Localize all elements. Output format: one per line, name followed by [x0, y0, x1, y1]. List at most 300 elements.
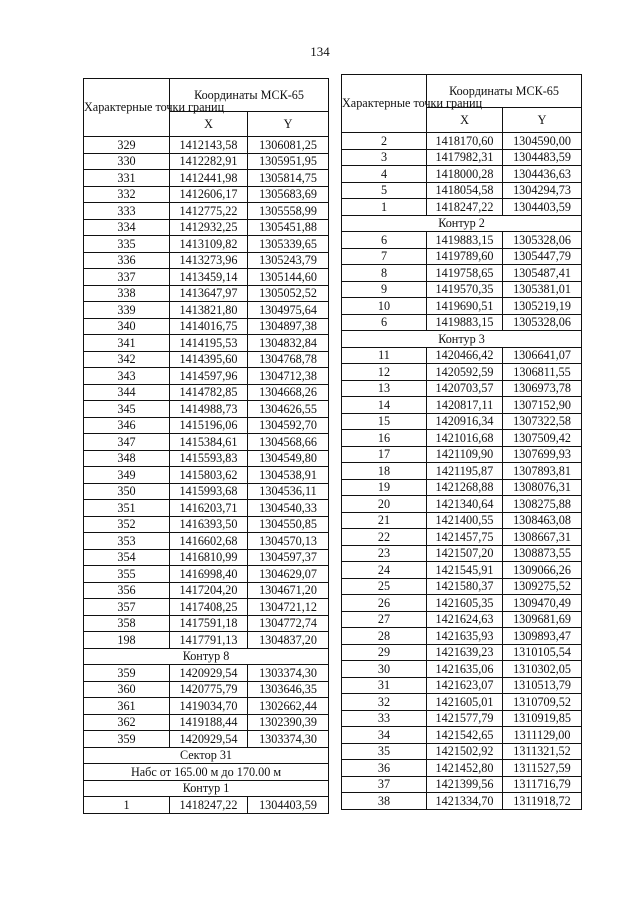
table-row	[84, 401, 329, 418]
section-row	[342, 331, 582, 348]
x-coordinate-cell: 1421605,35	[427, 595, 503, 612]
x-coordinate-cell: 1420703,57	[427, 380, 503, 397]
table-row	[342, 446, 582, 463]
x-header: X	[427, 108, 503, 133]
section-label: Контур 2	[342, 215, 582, 232]
y-coordinate-cell: 1307699,93	[503, 446, 582, 463]
table-row	[84, 170, 329, 187]
point-number-cell: 331	[84, 170, 170, 187]
x-coordinate-cell: 1414016,75	[170, 318, 248, 335]
table-row	[342, 133, 582, 150]
x-coordinate-cell: 1416602,68	[170, 533, 248, 550]
y-coordinate-cell: 1308873,55	[503, 545, 582, 562]
table-row	[84, 500, 329, 517]
x-coordinate-cell: 1421624,63	[427, 611, 503, 628]
y-coordinate-cell: 1307893,81	[503, 463, 582, 480]
x-coordinate-cell: 1421334,70	[427, 793, 503, 810]
section-row	[84, 648, 329, 665]
table-row	[84, 566, 329, 583]
table-row	[342, 430, 582, 447]
point-number-cell: 339	[84, 302, 170, 319]
table-row	[84, 186, 329, 203]
x-coordinate-cell: 1421502,92	[427, 743, 503, 760]
table-row	[342, 578, 582, 595]
point-number-cell: 14	[342, 397, 427, 414]
table-row	[84, 434, 329, 451]
table-row	[84, 384, 329, 401]
point-number-cell: 355	[84, 566, 170, 583]
table-row	[84, 219, 329, 236]
point-number-cell: 198	[84, 632, 170, 649]
y-coordinate-cell: 1305487,41	[503, 265, 582, 282]
x-coordinate-cell: 1421545,91	[427, 562, 503, 579]
table-row	[84, 665, 329, 682]
x-coordinate-cell: 1414395,60	[170, 351, 248, 368]
y-coordinate-cell: 1309893,47	[503, 628, 582, 645]
y-coordinate-cell: 1304772,74	[248, 615, 329, 632]
table-row	[342, 479, 582, 496]
table-row	[84, 615, 329, 632]
point-number-cell: 31	[342, 677, 427, 694]
table-row	[342, 232, 582, 249]
table-row	[342, 496, 582, 513]
table-row	[84, 318, 329, 335]
point-number-cell: 341	[84, 335, 170, 352]
point-number-cell: 26	[342, 595, 427, 612]
y-coordinate-cell: 1303374,30	[248, 731, 329, 748]
x-coordinate-cell: 1419758,65	[427, 265, 503, 282]
y-coordinate-cell: 1304536,11	[248, 483, 329, 500]
table-row	[84, 681, 329, 698]
table-row	[342, 182, 582, 199]
y-coordinate-cell: 1304403,59	[248, 797, 329, 814]
y-coordinate-cell: 1311321,52	[503, 743, 582, 760]
y-coordinate-cell: 1304721,12	[248, 599, 329, 616]
y-coordinate-cell: 1309275,52	[503, 578, 582, 595]
table-row	[84, 335, 329, 352]
y-coordinate-cell: 1304294,73	[503, 182, 582, 199]
point-number-cell: 32	[342, 694, 427, 711]
point-number-cell: 333	[84, 203, 170, 220]
point-number-cell: 330	[84, 153, 170, 170]
table-row	[342, 611, 582, 628]
x-coordinate-cell: 1421635,06	[427, 661, 503, 678]
points-header: Характерные точки границ	[84, 79, 170, 137]
point-number-cell: 335	[84, 236, 170, 253]
x-coordinate-cell: 1421268,88	[427, 479, 503, 496]
y-coordinate-cell: 1304629,07	[248, 566, 329, 583]
point-number-cell: 347	[84, 434, 170, 451]
y-coordinate-cell: 1310302,05	[503, 661, 582, 678]
x-coordinate-cell: 1419188,44	[170, 714, 248, 731]
point-number-cell: 354	[84, 549, 170, 566]
table-row	[342, 677, 582, 694]
table-row	[84, 269, 329, 286]
x-coordinate-cell: 1413459,14	[170, 269, 248, 286]
y-coordinate-cell: 1304837,20	[248, 632, 329, 649]
x-coordinate-cell: 1418170,60	[427, 133, 503, 150]
x-coordinate-cell: 1420817,11	[427, 397, 503, 414]
point-number-cell: 20	[342, 496, 427, 513]
y-coordinate-cell: 1311918,72	[503, 793, 582, 810]
points-header: Характерные точки границ	[342, 75, 427, 133]
x-coordinate-cell: 1420592,59	[427, 364, 503, 381]
table-row	[342, 298, 582, 315]
section-row	[84, 747, 329, 764]
point-number-cell: 359	[84, 665, 170, 682]
x-coordinate-cell: 1416810,99	[170, 549, 248, 566]
y-coordinate-cell: 1305052,52	[248, 285, 329, 302]
table-row	[84, 533, 329, 550]
table-row	[342, 562, 582, 579]
x-coordinate-cell: 1421623,07	[427, 677, 503, 694]
y-coordinate-cell: 1308463,08	[503, 512, 582, 529]
point-number-cell: 33	[342, 710, 427, 727]
table-row	[342, 743, 582, 760]
point-number-cell: 11	[342, 347, 427, 364]
x-coordinate-cell: 1419690,51	[427, 298, 503, 315]
table-row	[342, 281, 582, 298]
x-coordinate-cell: 1419883,15	[427, 232, 503, 249]
x-coordinate-cell: 1415593,83	[170, 450, 248, 467]
point-number-cell: 357	[84, 599, 170, 616]
y-coordinate-cell: 1304975,64	[248, 302, 329, 319]
y-coordinate-cell: 1310513,79	[503, 677, 582, 694]
x-coordinate-cell: 1414782,85	[170, 384, 248, 401]
point-number-cell: 13	[342, 380, 427, 397]
x-coordinate-cell: 1421399,56	[427, 776, 503, 793]
x-coordinate-cell: 1416393,50	[170, 516, 248, 533]
x-coordinate-cell: 1412143,58	[170, 137, 248, 154]
point-number-cell: 37	[342, 776, 427, 793]
point-number-cell: 27	[342, 611, 427, 628]
table-row	[342, 776, 582, 793]
table-row	[342, 248, 582, 265]
x-header: X	[170, 112, 248, 137]
y-coordinate-cell: 1303374,30	[248, 665, 329, 682]
coords-header: Координаты МСК-65	[170, 79, 329, 112]
table-row	[342, 710, 582, 727]
point-number-cell: 15	[342, 413, 427, 430]
x-coordinate-cell: 1412932,25	[170, 219, 248, 236]
table-row	[84, 797, 329, 814]
table-row	[84, 714, 329, 731]
x-coordinate-cell: 1414195,53	[170, 335, 248, 352]
x-coordinate-cell: 1421195,87	[427, 463, 503, 480]
table-row	[342, 529, 582, 546]
x-coordinate-cell: 1413821,80	[170, 302, 248, 319]
point-number-cell: 351	[84, 500, 170, 517]
y-coordinate-cell: 1305328,06	[503, 314, 582, 331]
table-row	[342, 694, 582, 711]
x-coordinate-cell: 1412775,22	[170, 203, 248, 220]
x-coordinate-cell: 1419789,60	[427, 248, 503, 265]
point-number-cell: 332	[84, 186, 170, 203]
point-number-cell: 7	[342, 248, 427, 265]
y-coordinate-cell: 1302662,44	[248, 698, 329, 715]
x-coordinate-cell: 1421400,55	[427, 512, 503, 529]
point-number-cell: 360	[84, 681, 170, 698]
x-coordinate-cell: 1413273,96	[170, 252, 248, 269]
table-row	[84, 632, 329, 649]
point-number-cell: 16	[342, 430, 427, 447]
y-coordinate-cell: 1307322,58	[503, 413, 582, 430]
y-coordinate-cell: 1306973,78	[503, 380, 582, 397]
point-number-cell: 30	[342, 661, 427, 678]
table-row	[84, 599, 329, 616]
y-coordinate-cell: 1305339,65	[248, 236, 329, 253]
point-number-cell: 362	[84, 714, 170, 731]
section-label: Контур 8	[84, 648, 329, 665]
table-row	[84, 483, 329, 500]
x-coordinate-cell: 1413109,82	[170, 236, 248, 253]
x-coordinate-cell: 1421457,75	[427, 529, 503, 546]
y-coordinate-cell: 1304897,38	[248, 318, 329, 335]
x-coordinate-cell: 1414597,96	[170, 368, 248, 385]
table-row	[342, 149, 582, 166]
y-coordinate-cell: 1305814,75	[248, 170, 329, 187]
y-coordinate-cell: 1304549,80	[248, 450, 329, 467]
x-coordinate-cell: 1421016,68	[427, 430, 503, 447]
x-coordinate-cell: 1419570,35	[427, 281, 503, 298]
point-number-cell: 349	[84, 467, 170, 484]
point-number-cell: 24	[342, 562, 427, 579]
point-number-cell: 6	[342, 232, 427, 249]
point-number-cell: 19	[342, 479, 427, 496]
point-number-cell: 1	[84, 797, 170, 814]
y-coordinate-cell: 1304483,59	[503, 149, 582, 166]
table-row	[342, 760, 582, 777]
x-coordinate-cell: 1412282,91	[170, 153, 248, 170]
point-number-cell: 345	[84, 401, 170, 418]
point-number-cell: 2	[342, 133, 427, 150]
x-coordinate-cell: 1420775,79	[170, 681, 248, 698]
x-coordinate-cell: 1421542,65	[427, 727, 503, 744]
y-coordinate-cell: 1305558,99	[248, 203, 329, 220]
y-coordinate-cell: 1307152,90	[503, 397, 582, 414]
point-number-cell: 22	[342, 529, 427, 546]
y-coordinate-cell: 1304626,55	[248, 401, 329, 418]
y-coordinate-cell: 1308275,88	[503, 496, 582, 513]
y-coordinate-cell: 1304570,13	[248, 533, 329, 550]
table-body-left	[84, 137, 329, 814]
section-label: Контур 1	[84, 780, 329, 797]
section-row	[342, 215, 582, 232]
x-coordinate-cell: 1420466,42	[427, 347, 503, 364]
y-coordinate-cell: 1311527,59	[503, 760, 582, 777]
x-coordinate-cell: 1415803,62	[170, 467, 248, 484]
x-coordinate-cell: 1417408,25	[170, 599, 248, 616]
table-row	[84, 450, 329, 467]
point-number-cell: 334	[84, 219, 170, 236]
point-number-cell: 35	[342, 743, 427, 760]
x-coordinate-cell: 1416998,40	[170, 566, 248, 583]
y-coordinate-cell: 1309470,49	[503, 595, 582, 612]
point-number-cell: 8	[342, 265, 427, 282]
table-row	[342, 661, 582, 678]
table-row	[342, 364, 582, 381]
point-number-cell: 6	[342, 314, 427, 331]
y-coordinate-cell: 1307509,42	[503, 430, 582, 447]
coords-header: Координаты МСК-65	[427, 75, 582, 108]
point-number-cell: 4	[342, 166, 427, 183]
y-coordinate-cell: 1310919,85	[503, 710, 582, 727]
point-number-cell: 9	[342, 281, 427, 298]
x-coordinate-cell: 1418054,58	[427, 182, 503, 199]
table-row	[342, 413, 582, 430]
table-row	[84, 698, 329, 715]
x-coordinate-cell: 1419883,15	[427, 314, 503, 331]
point-number-cell: 25	[342, 578, 427, 595]
point-number-cell: 18	[342, 463, 427, 480]
x-coordinate-cell: 1421340,64	[427, 496, 503, 513]
y-coordinate-cell: 1305451,88	[248, 219, 329, 236]
table-row	[342, 199, 582, 216]
x-coordinate-cell: 1415196,06	[170, 417, 248, 434]
table-row	[342, 512, 582, 529]
point-number-cell: 352	[84, 516, 170, 533]
y-coordinate-cell: 1305328,06	[503, 232, 582, 249]
point-number-cell: 5	[342, 182, 427, 199]
y-coordinate-cell: 1306641,07	[503, 347, 582, 364]
point-number-cell: 346	[84, 417, 170, 434]
y-coordinate-cell: 1309681,69	[503, 611, 582, 628]
y-coordinate-cell: 1310709,52	[503, 694, 582, 711]
table-row	[342, 595, 582, 612]
y-coordinate-cell: 1304712,38	[248, 368, 329, 385]
x-coordinate-cell: 1417591,18	[170, 615, 248, 632]
table-row	[342, 628, 582, 645]
table-row	[84, 252, 329, 269]
point-number-cell: 344	[84, 384, 170, 401]
table-row	[84, 467, 329, 484]
y-coordinate-cell: 1304597,37	[248, 549, 329, 566]
point-number-cell: 36	[342, 760, 427, 777]
table-body-right	[342, 133, 582, 810]
x-coordinate-cell: 1421452,80	[427, 760, 503, 777]
table-row	[342, 265, 582, 282]
y-coordinate-cell: 1304768,78	[248, 351, 329, 368]
table-row	[84, 351, 329, 368]
y-coordinate-cell: 1304538,91	[248, 467, 329, 484]
point-number-cell: 359	[84, 731, 170, 748]
y-coordinate-cell: 1304403,59	[503, 199, 582, 216]
point-number-cell: 34	[342, 727, 427, 744]
point-number-cell: 358	[84, 615, 170, 632]
y-coordinate-cell: 1311716,79	[503, 776, 582, 793]
table-row	[84, 417, 329, 434]
point-number-cell: 29	[342, 644, 427, 661]
table-row	[342, 727, 582, 744]
x-coordinate-cell: 1417982,31	[427, 149, 503, 166]
y-coordinate-cell: 1305683,69	[248, 186, 329, 203]
table-row	[84, 549, 329, 566]
y-coordinate-cell: 1305219,19	[503, 298, 582, 315]
y-coordinate-cell: 1303646,35	[248, 681, 329, 698]
x-coordinate-cell: 1421639,23	[427, 644, 503, 661]
x-coordinate-cell: 1420916,34	[427, 413, 503, 430]
coordinates-table-right	[341, 74, 582, 810]
y-header: Y	[248, 112, 329, 137]
point-number-cell: 361	[84, 698, 170, 715]
y-coordinate-cell: 1305381,01	[503, 281, 582, 298]
y-coordinate-cell: 1302390,39	[248, 714, 329, 731]
table-row	[342, 397, 582, 414]
point-number-cell: 28	[342, 628, 427, 645]
point-number-cell: 38	[342, 793, 427, 810]
section-label: Сектор 31	[84, 747, 329, 764]
y-coordinate-cell: 1308076,31	[503, 479, 582, 496]
x-coordinate-cell: 1415384,61	[170, 434, 248, 451]
y-coordinate-cell: 1305951,95	[248, 153, 329, 170]
table-row	[84, 582, 329, 599]
point-number-cell: 353	[84, 533, 170, 550]
x-coordinate-cell: 1416203,71	[170, 500, 248, 517]
x-coordinate-cell: 1414988,73	[170, 401, 248, 418]
point-number-cell: 338	[84, 285, 170, 302]
x-coordinate-cell: 1420929,54	[170, 665, 248, 682]
point-number-cell: 17	[342, 446, 427, 463]
x-coordinate-cell: 1421577,79	[427, 710, 503, 727]
section-label: Контур 3	[342, 331, 582, 348]
y-coordinate-cell: 1309066,26	[503, 562, 582, 579]
table-row	[84, 285, 329, 302]
y-coordinate-cell: 1305144,60	[248, 269, 329, 286]
table-row	[342, 347, 582, 364]
y-header: Y	[503, 108, 582, 133]
point-number-cell: 21	[342, 512, 427, 529]
point-number-cell: 336	[84, 252, 170, 269]
table-row	[84, 236, 329, 253]
table-row	[84, 516, 329, 533]
y-coordinate-cell: 1306081,25	[248, 137, 329, 154]
y-coordinate-cell: 1304671,20	[248, 582, 329, 599]
y-coordinate-cell: 1310105,54	[503, 644, 582, 661]
section-row	[84, 764, 329, 781]
y-coordinate-cell: 1306811,55	[503, 364, 582, 381]
x-coordinate-cell: 1421109,90	[427, 446, 503, 463]
x-coordinate-cell: 1417204,20	[170, 582, 248, 599]
y-coordinate-cell: 1305243,79	[248, 252, 329, 269]
coordinates-table-left	[83, 78, 329, 814]
table-row	[342, 545, 582, 562]
y-coordinate-cell: 1304568,66	[248, 434, 329, 451]
x-coordinate-cell: 1412441,98	[170, 170, 248, 187]
point-number-cell: 12	[342, 364, 427, 381]
x-coordinate-cell: 1421580,37	[427, 578, 503, 595]
x-coordinate-cell: 1421507,20	[427, 545, 503, 562]
y-coordinate-cell: 1304592,70	[248, 417, 329, 434]
point-number-cell: 340	[84, 318, 170, 335]
table-row	[84, 302, 329, 319]
point-number-cell: 329	[84, 137, 170, 154]
section-label: Набс от 165.00 м до 170.00 м	[84, 764, 329, 781]
point-number-cell: 23	[342, 545, 427, 562]
table-row	[84, 731, 329, 748]
point-number-cell: 337	[84, 269, 170, 286]
point-number-cell: 343	[84, 368, 170, 385]
y-coordinate-cell: 1305447,79	[503, 248, 582, 265]
point-number-cell: 10	[342, 298, 427, 315]
page-number: 134	[310, 44, 330, 59]
x-coordinate-cell: 1412606,17	[170, 186, 248, 203]
table-row	[342, 644, 582, 661]
y-coordinate-cell: 1304590,00	[503, 133, 582, 150]
table-row	[84, 368, 329, 385]
section-row	[84, 780, 329, 797]
y-coordinate-cell: 1308667,31	[503, 529, 582, 546]
point-number-cell: 356	[84, 582, 170, 599]
